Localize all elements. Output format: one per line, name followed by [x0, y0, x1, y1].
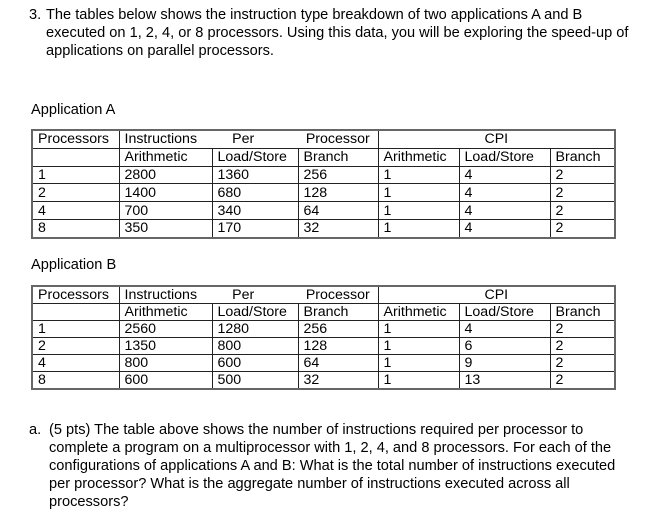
cell-load-store: 500	[212, 372, 298, 390]
cell-processors: 1	[32, 321, 119, 338]
part-a-question	[29, 421, 629, 511]
application-b-heading: Application B	[31, 257, 117, 273]
cell-cpi-arithmetic: 1	[378, 338, 459, 355]
cell-load-store: 170	[212, 219, 298, 237]
cell-cpi-branch: 2	[550, 321, 615, 338]
cell-branch: 32	[298, 372, 378, 390]
application-a-table	[31, 129, 616, 239]
table-row	[32, 184, 615, 202]
cell-cpi-arithmetic: 1	[378, 219, 459, 237]
header-empty	[32, 304, 119, 321]
header-empty	[32, 148, 119, 166]
application-b-table	[31, 285, 616, 390]
cell-load-store: 340	[212, 202, 298, 220]
cell-load-store: 680	[212, 184, 298, 202]
cell-cpi-branch: 2	[550, 355, 615, 372]
table-row	[32, 338, 615, 355]
question-3	[29, 6, 629, 60]
cell-branch: 32	[298, 219, 378, 237]
header-cpi-arithmetic: Arithmetic	[378, 148, 459, 166]
header-instructions-per-processor: Instructions Per Processor	[119, 286, 378, 304]
cell-branch: 256	[298, 166, 378, 184]
cell-cpi-load-store: 4	[459, 321, 550, 338]
cell-arithmetic: 2560	[119, 321, 212, 338]
cell-cpi-arithmetic: 1	[378, 321, 459, 338]
cell-branch: 128	[298, 338, 378, 355]
cell-cpi-branch: 2	[550, 372, 615, 390]
cell-cpi-load-store: 4	[459, 184, 550, 202]
cell-arithmetic: 1350	[119, 338, 212, 355]
header-cpi-arithmetic: Arithmetic	[378, 304, 459, 321]
cell-branch: 64	[298, 202, 378, 220]
header-branch: Branch	[298, 148, 378, 166]
cell-processors: 2	[32, 184, 119, 202]
table-row	[32, 166, 615, 184]
cell-cpi-arithmetic: 1	[378, 355, 459, 372]
cell-cpi-branch: 2	[550, 166, 615, 184]
cell-cpi-branch: 2	[550, 202, 615, 220]
cell-load-store: 1280	[212, 321, 298, 338]
cell-cpi-arithmetic: 1	[378, 166, 459, 184]
header-load-store: Load/Store	[212, 148, 298, 166]
header-arithmetic: Arithmetic	[119, 148, 212, 166]
cell-processors: 8	[32, 372, 119, 390]
table-row	[32, 219, 615, 237]
cell-arithmetic: 1400	[119, 184, 212, 202]
header-processors: Processors	[32, 286, 119, 304]
cell-cpi-load-store: 9	[459, 355, 550, 372]
table-row	[32, 202, 615, 220]
cell-cpi-branch: 2	[550, 219, 615, 237]
table-row	[32, 321, 615, 338]
header-cpi: CPI	[378, 286, 615, 304]
header-row-2	[32, 304, 615, 321]
cell-load-store: 800	[212, 338, 298, 355]
part-a-label: a.	[29, 422, 42, 438]
cell-arithmetic: 600	[119, 372, 212, 390]
cell-processors: 4	[32, 202, 119, 220]
header-row-2	[32, 148, 615, 166]
cell-processors: 2	[32, 338, 119, 355]
cell-branch: 256	[298, 321, 378, 338]
cell-branch: 64	[298, 355, 378, 372]
cell-cpi-branch: 2	[550, 184, 615, 202]
cell-cpi-arithmetic: 1	[378, 372, 459, 390]
question-number: 3.	[29, 7, 42, 23]
cell-load-store: 1360	[212, 166, 298, 184]
header-arithmetic: Arithmetic	[119, 304, 212, 321]
cell-arithmetic: 350	[119, 219, 212, 237]
header-processors: Processors	[32, 130, 119, 148]
header-branch: Branch	[298, 304, 378, 321]
cell-cpi-load-store: 6	[459, 338, 550, 355]
cell-arithmetic: 800	[119, 355, 212, 372]
cell-cpi-arithmetic: 1	[378, 184, 459, 202]
part-a-text: (5 pts) The table above shows the number of instructions required per processor to complete a program on a multiprocessor with 1, 2, 4, and 8 processors. For each of the configurations of applications A and B: What is the total number of instructions executed per processor? What is the aggregate number of instructions executed across all processors?	[49, 422, 616, 510]
question-text: The tables below shows the instruction type breakdown of two applications A and B executed on 1, 2, 4, or 8 processors. Using this data, you will be exploring the speed-up of applications on parallel processors.	[46, 7, 629, 59]
cell-arithmetic: 2800	[119, 166, 212, 184]
header-cpi-branch: Branch	[550, 148, 615, 166]
application-a-heading: Application A	[31, 102, 116, 118]
cell-cpi-load-store: 4	[459, 166, 550, 184]
header-instructions-per-processor: Instructions Per Processor	[119, 130, 378, 148]
header-cpi-load-store: Load/Store	[459, 148, 550, 166]
cell-load-store: 600	[212, 355, 298, 372]
header-cpi-branch: Branch	[550, 304, 615, 321]
cell-processors: 8	[32, 219, 119, 237]
header-row-1	[32, 130, 615, 148]
cell-cpi-branch: 2	[550, 338, 615, 355]
header-load-store: Load/Store	[212, 304, 298, 321]
cell-processors: 4	[32, 355, 119, 372]
cell-cpi-load-store: 4	[459, 219, 550, 237]
header-cpi: CPI	[378, 130, 615, 148]
cell-cpi-arithmetic: 1	[378, 202, 459, 220]
cell-processors: 1	[32, 166, 119, 184]
header-cpi-load-store: Load/Store	[459, 304, 550, 321]
header-row-1	[32, 286, 615, 304]
cell-cpi-load-store: 4	[459, 202, 550, 220]
table-row	[32, 372, 615, 390]
cell-branch: 128	[298, 184, 378, 202]
cell-arithmetic: 700	[119, 202, 212, 220]
cell-cpi-load-store: 13	[459, 372, 550, 390]
table-row	[32, 355, 615, 372]
